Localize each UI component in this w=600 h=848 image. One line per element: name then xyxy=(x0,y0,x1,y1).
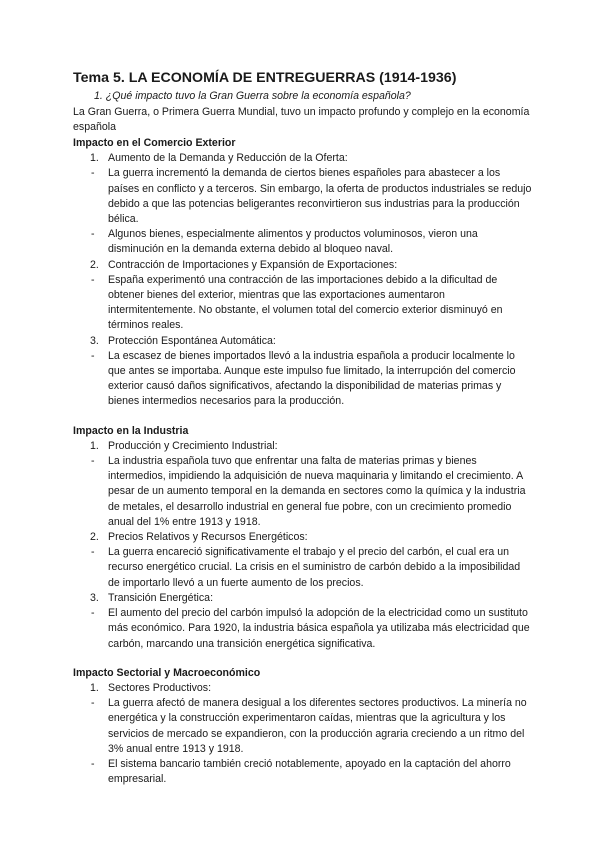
item-label: Protección Espontánea Automática: xyxy=(108,334,276,347)
bullet-item xyxy=(73,696,533,757)
question-heading: 1. ¿Qué impacto tuvo la Gran Guerra sobre la economía española? xyxy=(94,90,411,102)
item-label: Precios Relativos y Recursos Energéticos: xyxy=(108,531,308,544)
item-number: 1. xyxy=(90,439,99,452)
bullet-text: La guerra afectó de manera desigual a los diferentes sectores productivos. La minería no energética y la construcción experimentaron caídas, mientras que la agricultura y los servicios de mercado se expandieron, con la producción agraria creciendo a un ritmo del 3% anual entre 1913 y 1918. xyxy=(108,697,527,755)
numbered-item xyxy=(73,681,533,696)
section xyxy=(73,136,533,410)
bullet-item xyxy=(73,349,533,410)
bullet-item xyxy=(73,166,533,227)
item-label: Producción y Crecimiento Industrial: xyxy=(108,439,278,452)
item-label: Transición Energética: xyxy=(108,591,214,604)
numbered-item xyxy=(73,334,533,349)
section-heading: Impacto en la Industria xyxy=(73,424,189,437)
bullet-item xyxy=(73,757,533,787)
bullet-text: La guerra incrementó la demanda de ciertos bienes españoles para abastecer a los países en conflicto y a terceros. Sin embargo, la oferta de productos industriales se redujo debido a que las potencias beligerantes reconvirtieron sus industrias para la producción bélica. xyxy=(108,167,532,226)
dash-marker: - xyxy=(91,757,95,770)
dash-marker: - xyxy=(91,273,95,286)
document-body xyxy=(73,136,533,787)
section-spacer xyxy=(73,652,533,666)
item-number: 2. xyxy=(90,258,99,271)
section xyxy=(73,666,533,788)
item-number: 1. xyxy=(90,681,99,694)
page-title: Tema 5. LA ECONOMÍA DE ENTREGUERRAS (1914-1936) xyxy=(73,70,457,86)
dash-marker: - xyxy=(91,349,95,362)
bullet-text: La escasez de bienes importados llevó a la industria española a producir localmente lo que antes se importaba. Aunque este impulso fue limitado, la interrupción del comercio exterior causó daños significativos, afectando la disponibilidad de materias primas y bienes intermedios necesarios para la producción. xyxy=(108,349,516,408)
bullet-text: Algunos bienes, especialmente alimentos y productos voluminosos, vieron una disminución en la demanda externa debido al bloqueo naval. xyxy=(108,228,478,256)
item-number: 1. xyxy=(90,152,99,165)
bullet-item xyxy=(73,545,533,591)
bullet-item xyxy=(73,273,533,334)
section-heading: Impacto Sectorial y Macroeconómico xyxy=(73,666,261,679)
section xyxy=(73,424,533,652)
numbered-item xyxy=(73,151,533,166)
item-label: Contracción de Importaciones y Expansión de Exportaciones: xyxy=(108,258,398,271)
item-label: Aumento de la Demanda y Reducción de la Oferta: xyxy=(108,152,348,165)
dash-marker: - xyxy=(91,167,95,180)
dash-marker: - xyxy=(91,546,95,559)
bullet-text: La guerra encareció significativamente el trabajo y el precio del carbón, el cual era un recurso energético crucial. La crisis en el suministro de carbón debido a la imposibilidad de importarlo llevó a un fuerte aumento de los precios. xyxy=(108,546,521,589)
intro-paragraph: La Gran Guerra, o Primera Guerra Mundial, tuvo un impacto profundo y complejo en la economía española xyxy=(73,106,530,134)
numbered-item xyxy=(73,439,533,454)
item-number: 2. xyxy=(90,531,99,544)
dash-marker: - xyxy=(91,455,95,468)
bullet-text: España experimentó una contracción de las importaciones debido a la dificultad de obtener bienes del exterior, mientras que las exportaciones aumentaron intermitentemente. No obstante, el volumen total del comercio exterior disminuyó en términos reales. xyxy=(108,273,503,332)
bullet-text: El sistema bancario también creció notablemente, apoyado en la captación del ahorro empresarial. xyxy=(108,757,511,786)
item-label: Sectores Productivos: xyxy=(108,681,212,694)
dash-marker: - xyxy=(91,697,95,710)
bullet-item xyxy=(73,227,533,257)
section-heading: Impacto en el Comercio Exterior xyxy=(73,137,236,149)
dash-marker: - xyxy=(91,228,95,241)
bullet-item xyxy=(73,454,533,530)
numbered-item xyxy=(73,530,533,545)
bullet-item xyxy=(73,606,533,652)
bullet-text: La industria española tuvo que enfrentar una falta de materias primas y bienes intermedios, impidiendo la adquisición de nueva maquinaria y limitando el crecimiento. A pesar de un aumento temporal en la demanda en sectores como la química y la industria de metales, el desarrollo industrial en general fue pobre, con un crecimiento promedio anual del 1% entre 1913 y 1918. xyxy=(108,455,526,528)
bullet-text: El aumento del precio del carbón impulsó la adopción de la electricidad como un sustituto más económico. Para 1920, la industria básica española ya utilizaba más electricidad que carbón, marcando una transición energética significativa. xyxy=(108,607,530,650)
dash-marker: - xyxy=(91,607,95,620)
item-number: 3. xyxy=(90,591,99,604)
item-number: 3. xyxy=(90,334,99,347)
numbered-item xyxy=(73,258,533,273)
section-spacer xyxy=(73,410,533,424)
numbered-item xyxy=(73,591,533,606)
